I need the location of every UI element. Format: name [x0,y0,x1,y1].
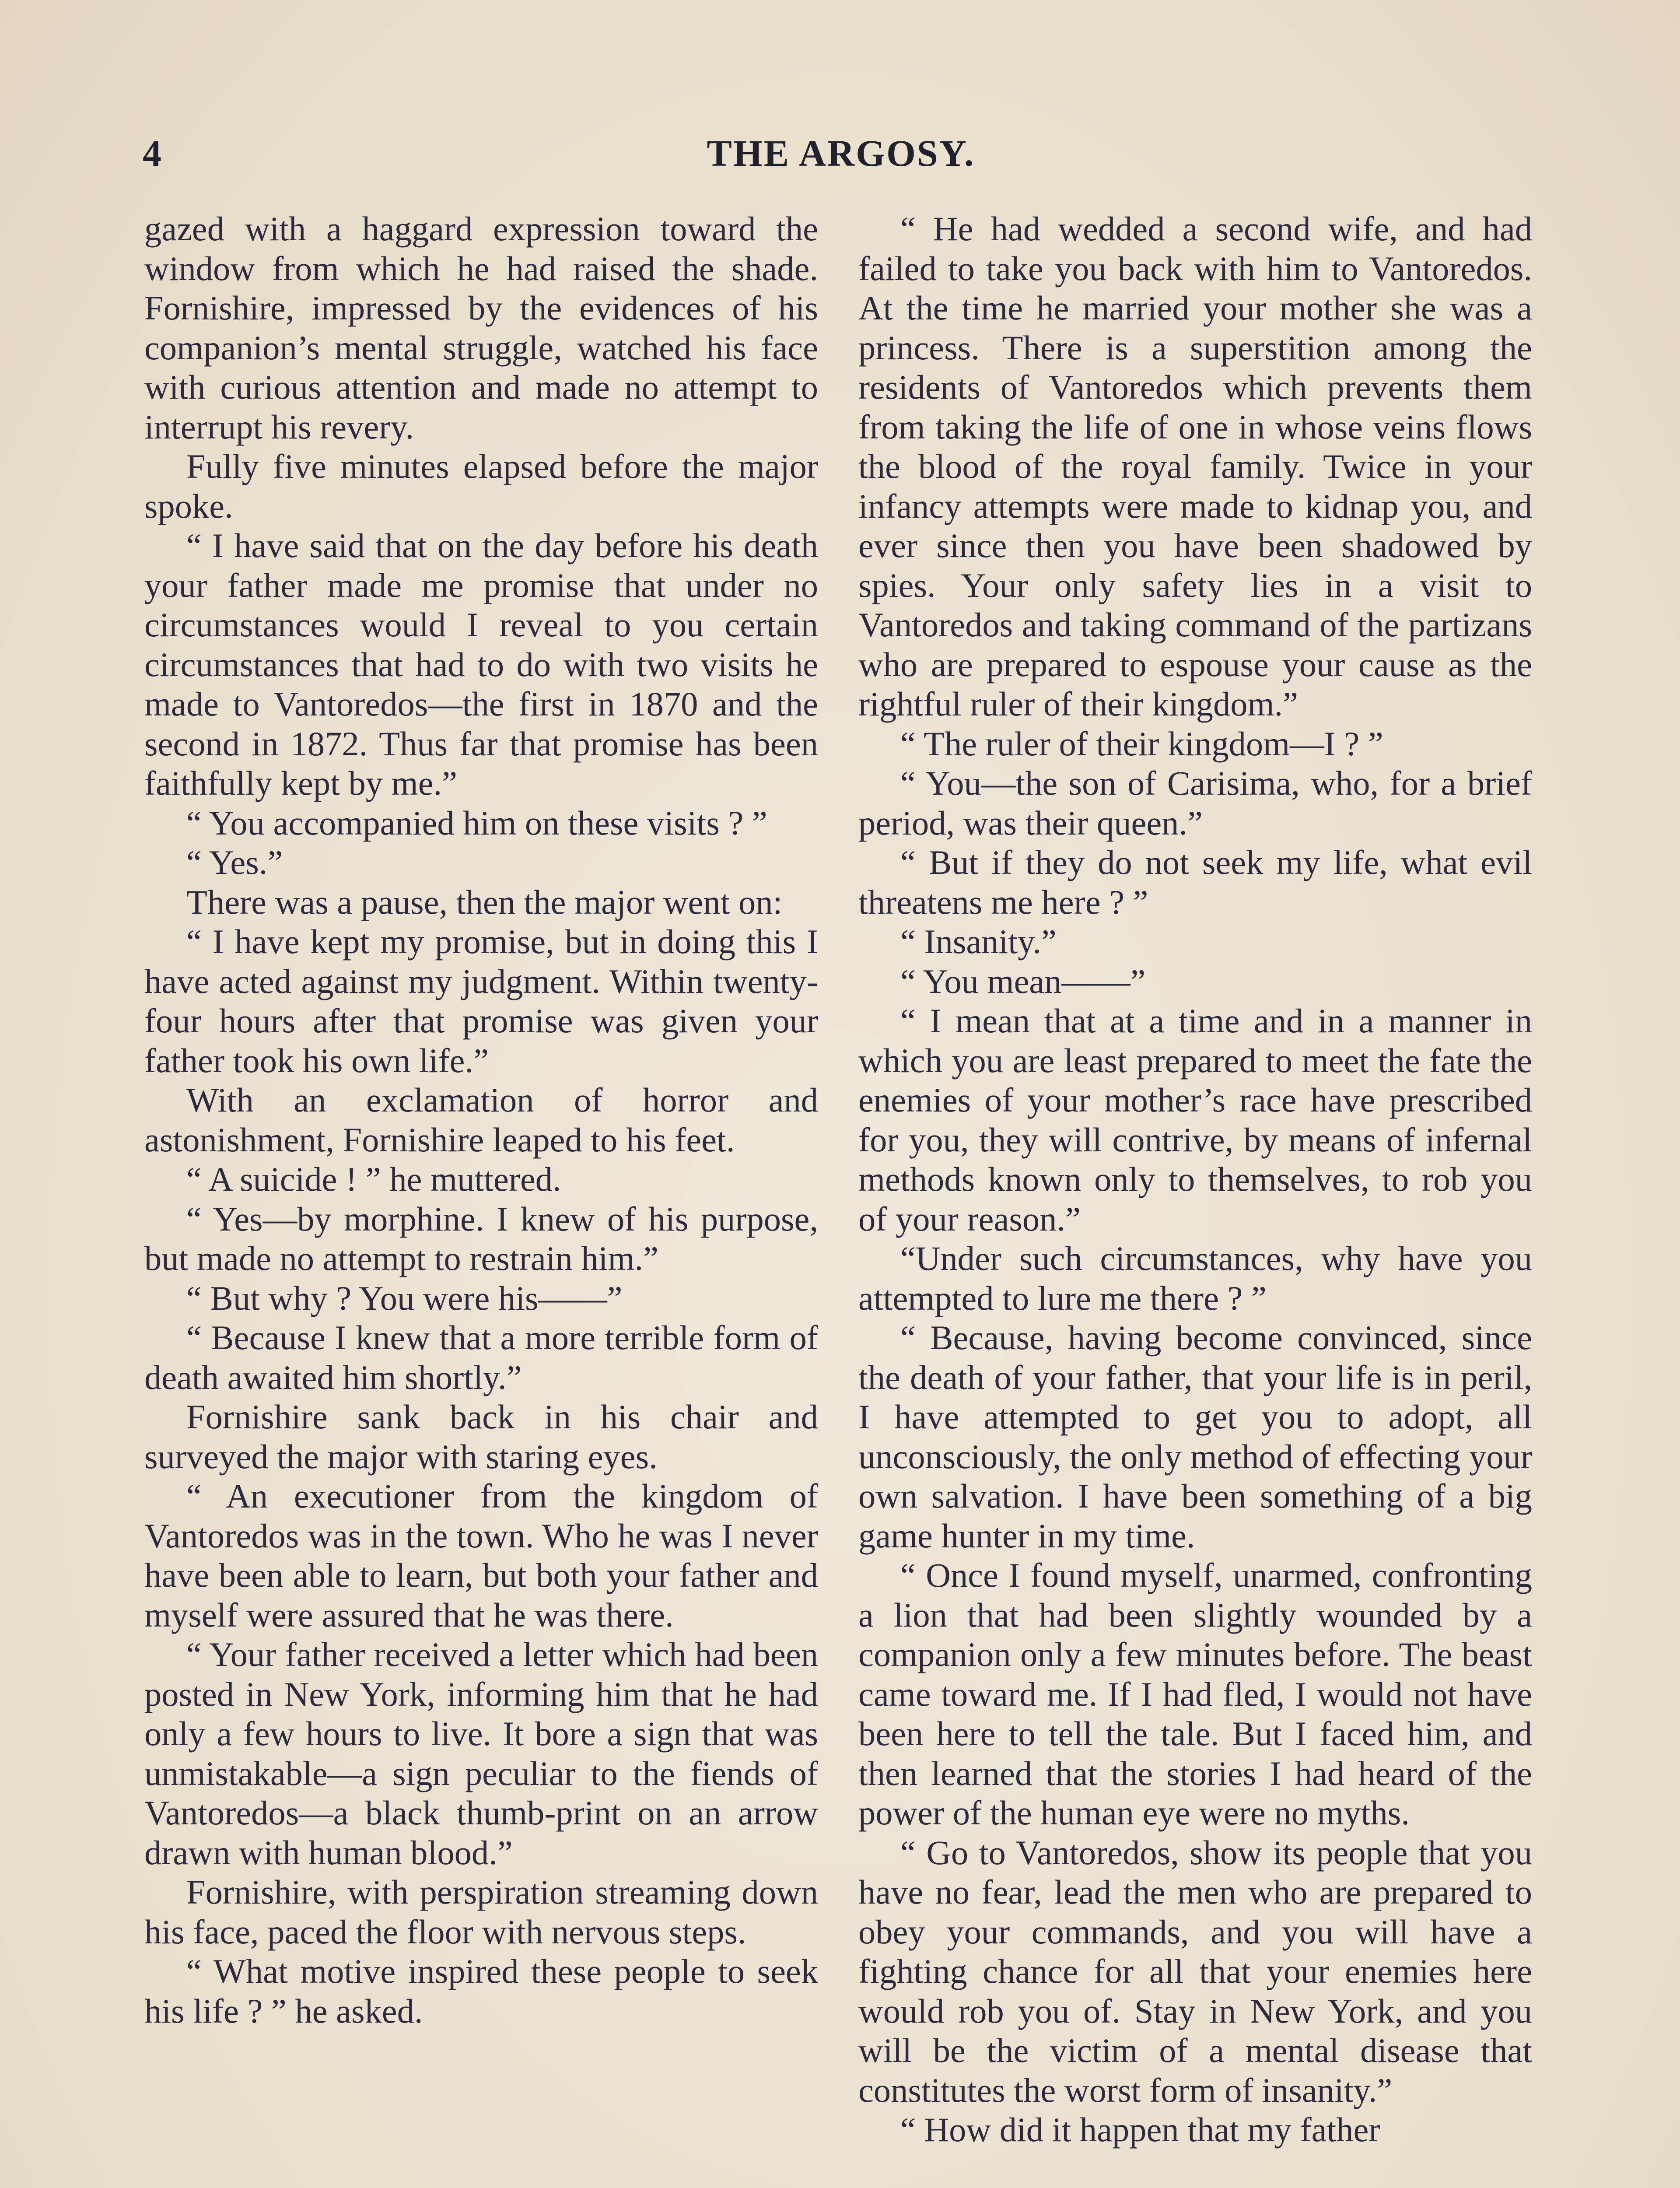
paragraph: “ Your father received a letter which had been posted in New York, informing him that he had only a few hours to live. It bore a sign that was unmistakable—a sign peculiar to the fiends of Vantoredos—a black thumb-print on an arrow drawn with human blood.” [144,1635,818,1872]
paragraph: “ An executioner from the kingdom of Vantoredos was in the town. Who he was I never have been able to learn, but both your father and myself were assured that he was there. [144,1477,818,1634]
paragraph: With an exclamation of horror and astonishment, Fornishire leaped to his feet. [144,1081,818,1159]
paragraph: “ You mean——” [900,962,1146,1000]
paragraph: “ Because I knew that a more terrible form of death awaited him shortly.” [144,1318,818,1396]
paragraph: “ Insanity.” [900,922,1057,961]
paragraph: Fully five minutes elapsed before the major spoke. [144,447,818,525]
running-title: THE ARGOSY. [707,132,975,174]
left-column [144,209,818,2031]
paragraph: Fornishire, with perspiration streaming down his face, paced the floor with nervous steps. [144,1873,818,1951]
paragraph: “ But if they do not seek my life, what evil threatens me here ? ” [858,843,1532,921]
paragraph: “ Yes—by morphine. I knew of his purpose, but made no attempt to restrain him.” [144,1199,818,1277]
paragraph: “ You accompanied him on these visits ? ” [186,803,767,842]
paragraph: “ What motive inspired these people to seek his life ? ” he asked. [144,1952,818,2030]
paragraph: “ I have said that on the day before his death your father made me promise that under no circumstances would I reveal to you certain circumstances that had to do with two visits he made to Vantoredos—the first in 1870 and the second in 1872. Thus far that promise has been faithfully kept by me.” [144,526,818,802]
page-number: 4 [143,132,161,174]
paragraph: “ Yes.” [186,843,283,881]
paragraph: “ The ruler of their kingdom—I ? ” [900,724,1383,763]
paragraph: “ Go to Vantoredos, show its people that you have no fear, lead the men who are prepared to obey your commands, and you will have a fighting chance for all that your enemies here would rob you of. Stay in New York, and you will be the victim of a mental disease that constitutes the worst form of insanity.” [858,1833,1532,2109]
paragraph: gazed with a haggard expression toward the window from which he had raised the shade. Fornishire, impressed by the evidences of his companion’s mental struggle, watched his face with curious attention and made no attempt to interrupt his revery. [144,210,818,446]
paragraph: “ A suicide ! ” he muttered. [186,1160,561,1198]
paragraph: “ I mean that at a time and in a manner in which you are least prepared to meet the fate the enemies of your mother’s race have prescribed for you, they will contrive, by means of infernal methods known only to themselves, to rob you of your reason.” [858,1002,1532,1238]
paragraph: There was a pause, then the major went on: [186,883,783,921]
paragraph: “ He had wedded a second wife, and had failed to take you back with him to Vantoredos. At the time he married your mother she was a princess. There is a superstition among the residents of Vantoredos which prevents them from taking the life of one in whose veins flows the blood of the royal family. Twice in your infancy attempts were made to kidnap you, and ever since then you have been shadowed by spies. Your only safety lies in a visit to Vantoredos and taking command of the partizans who are prepared to espouse your cause as the rightful ruler of their kingdom.” [858,210,1532,723]
paragraph: “ Once I found myself, unarmed, confronting a lion that had been slightly wounded by a companion only a few minutes before. The beast came toward me. If I had fled, I would not have been here to tell the tale. But I faced him, and then learned that the stories I had heard of the power of the human eye were no myths. [858,1556,1532,1832]
paragraph: “ How did it happen that my father [900,2111,1380,2149]
paragraph: “ You—the son of Carisima, who, for a brief period, was their queen.” [858,764,1532,842]
paragraph: Fornishire sank back in his chair and surveyed the major with staring eyes. [144,1398,818,1476]
paragraph: “Under such circumstances, why have you attempted to lure me there ? ” [858,1239,1532,1317]
paragraph: “ Because, having become convinced, since the death of your father, that your life is in peril, I have attempted to get you to adopt, all unconsciously, the only method of effecting your own salvation. I have been something of a big game hunter in my time. [858,1318,1532,1555]
right-column [858,209,1532,2150]
paragraph: “ But why ? You were his——” [186,1279,623,1317]
page-header [143,131,1539,179]
paragraph: “ I have kept my promise, but in doing this I have acted against my judgment. Within twenty-four hours after that promise was given your father took his own life.” [144,922,818,1080]
